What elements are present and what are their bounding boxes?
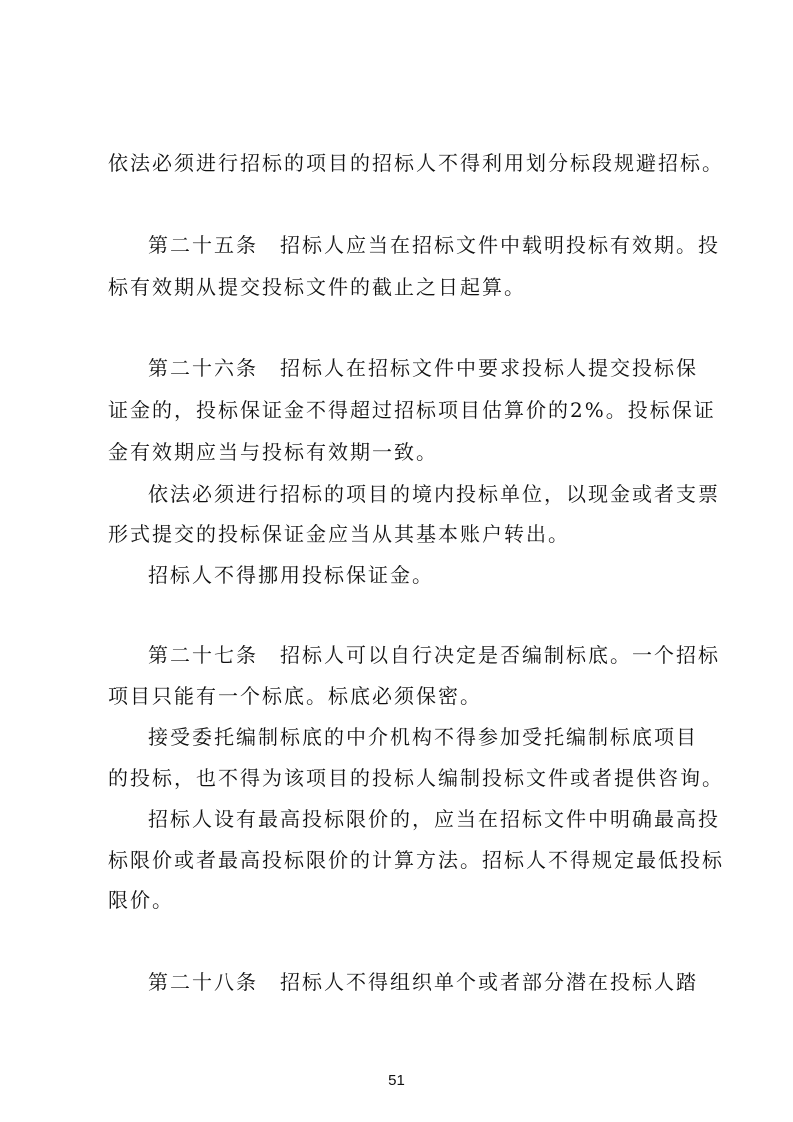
text-line: 形式提交的投标保证金应当从其基本账户转出。	[108, 522, 570, 546]
text-line: 项目只能有一个标底。标底必须保密。	[108, 684, 482, 708]
text-line: 证金的，投标保证金不得超过招标项目估算价的2%。投标保证	[108, 398, 716, 422]
paragraph-start-line: 接受委托编制标底的中介机构不得参加受托编制标底项目	[148, 725, 698, 749]
article-25-heading-line: 第二十五条 招标人应当在招标文件中载明投标有效期。投	[148, 233, 720, 257]
text-line: 的投标，也不得为该项目的投标人编制投标文件或者提供咨询。	[108, 766, 724, 790]
text-line: 金有效期应当与投标有效期一致。	[108, 440, 438, 464]
text-line: 标限价或者最高投标限价的计算方法。招标人不得规定最低投标	[108, 848, 724, 872]
article-27-heading-line: 第二十七条 招标人可以自行决定是否编制标底。一个招标	[148, 643, 720, 667]
text-line: 限价。	[108, 888, 174, 912]
text-line: 标有效期从提交投标文件的截止之日起算。	[108, 275, 526, 299]
article-28-heading-line: 第二十八条 招标人不得组织单个或者部分潜在投标人踏	[148, 970, 698, 994]
text-line: 依法必须进行招标的项目的招标人不得利用划分标段规避招标。	[108, 151, 724, 175]
article-26-heading-line: 第二十六条 招标人在招标文件中要求投标人提交投标保	[148, 356, 698, 380]
paragraph-start-line: 依法必须进行招标的项目的境内投标单位，以现金或者支票	[148, 482, 720, 506]
paragraph-start-line: 招标人设有最高投标限价的，应当在招标文件中明确最高投	[148, 807, 720, 831]
paragraph-start-line: 招标人不得挪用投标保证金。	[148, 563, 434, 587]
page-number: 51	[388, 1072, 405, 1089]
